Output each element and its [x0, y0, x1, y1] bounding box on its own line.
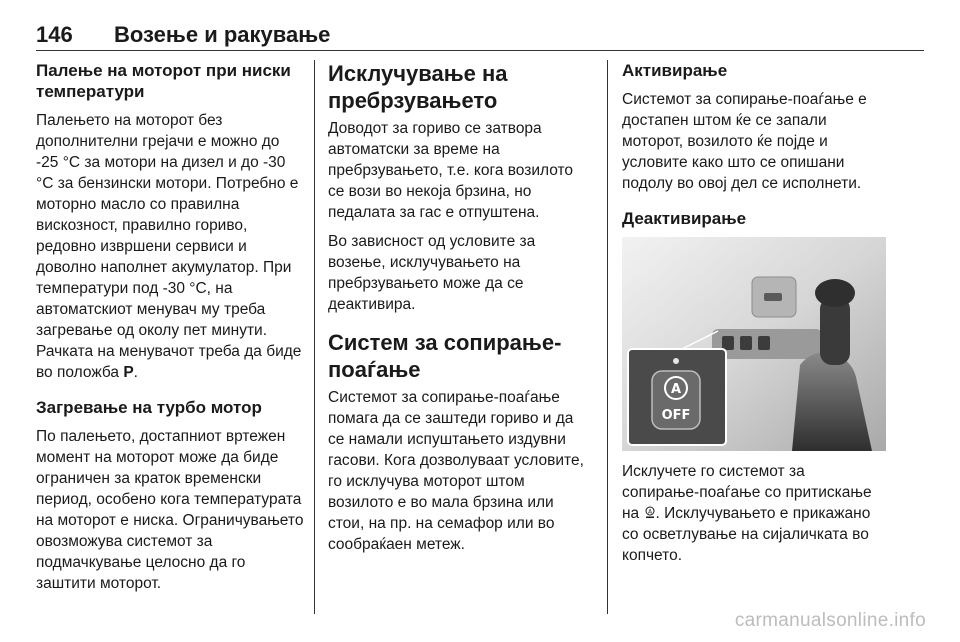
watermark: carmanualsonline.info — [734, 610, 926, 631]
heading-turbo-warmup: Загревање на турбо мотор — [36, 398, 262, 417]
column-2 — [328, 60, 592, 563]
small-switch-1 — [722, 336, 734, 350]
gear-knob — [815, 279, 855, 307]
paragraph-turbo-warmup: По палењето, достапниот вртежен момент на моторот може да биде ограничен за краток временски период, особено кога температурата на моторот е ниска. Ограничувањето овозможува системот за подмачкување целосно да го заштити моторот. — [36, 428, 304, 592]
auto-a-letter: A — [670, 382, 682, 397]
gear-position-p: P — [123, 364, 134, 381]
heading-stop-start: Систем за сопирање-поаѓање — [328, 330, 562, 382]
page-header — [36, 22, 924, 52]
column-1 — [36, 60, 306, 602]
small-switch-2 — [740, 336, 752, 350]
off-label: OFF — [661, 408, 691, 423]
svg-text:A: A — [647, 508, 652, 516]
paragraph-activation: Системот за сопирање-поаѓање е достапен штом ќе се запали моторот, возилото ќе појде и условите како што се опишани подолу во овој дел се исполнети. — [622, 91, 867, 192]
column-divider-1 — [314, 60, 315, 614]
small-switch-3 — [758, 336, 770, 350]
paragraph-cold-start: Палењето на моторот без дополнителни грејачи е можно до -25 °C за мотори на дизел и до -30 °C за бензински мотори. Потребно е моторно масло со правилна вискозност, правилно гориво, редовно извршени сервиси и доволно наполнет акумулатор. При температури под -30 °C, на автоматскиот менувач му треба загревање од околу пет минути. Рачката на менувачот треба да биде во положба P. — [36, 112, 302, 381]
header-rule — [36, 50, 924, 51]
page-number: 146 — [36, 22, 73, 47]
heading-deactivation: Деактивирање — [622, 209, 747, 228]
console-button-photo — [622, 237, 886, 451]
paragraph-deactivation: Исклучете го системот за сопирање-поаѓање со притискање на A . Исклучувањето е прикажано со осветлување на сијаличката во копчето. — [622, 463, 872, 564]
column-divider-2 — [607, 60, 608, 614]
heading-overrun-cutoff: Исклучување на пребрзувањето — [328, 61, 508, 113]
heading-activation: Активирање — [622, 61, 728, 80]
column-3 — [622, 60, 886, 574]
indicator-lamp — [673, 358, 679, 364]
gear-lever — [820, 297, 850, 365]
paragraph-overrun-1: Доводот за гориво се затвора автоматски за време на пребрзувањето, т.е. кога возилото се вози во некоја брзина, но педалата за гас е отпуштена. — [328, 120, 574, 221]
paragraph-overrun-2: Во зависност од условите за возење, исклучувањето на пребрзувањето може да се деактивира. — [328, 233, 536, 313]
paragraph-stop-start: Системот за сопирање-поаѓање помага да се заштеди гориво и да се намали испуштањето издувни гасови. Кога дозволуваат условите, го исклучува моторот штом возилото е во мала брзина или стои, на пр. на семафор или во сообраќаен метеж. — [328, 389, 584, 553]
chapter-title: Возење и ракување — [114, 22, 331, 47]
heading-cold-start: Палење на моторот при ниски температури — [36, 61, 291, 101]
auto-stop-icon — [644, 506, 656, 519]
usb-port — [764, 293, 782, 301]
